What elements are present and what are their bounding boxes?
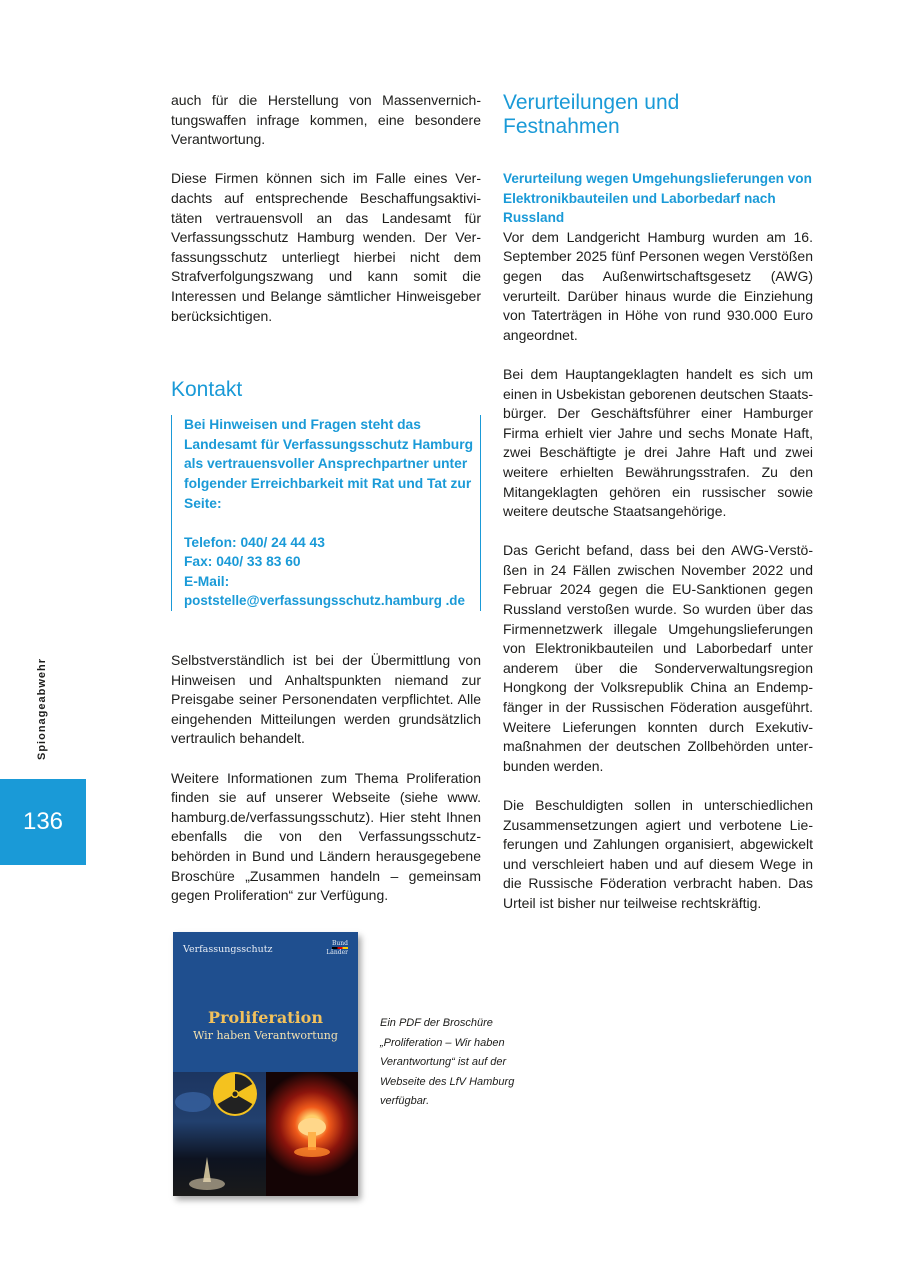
contact-box <box>171 415 481 611</box>
bund-laender-logo <box>326 940 348 956</box>
section-heading: Verurteilungen und Festnahmen <box>503 91 680 138</box>
page-number: 136 <box>0 779 86 865</box>
fax-line <box>184 552 480 572</box>
paragraph: Die Beschuldigten sollen in unterschiedlichen Zusammensetzungen agiert und verbotene Lieferungen und Zahlungen organisiert, abgewickelt und verschleiert haben und auf diesem Wege in die Russische Föderation verbracht haben. Das Urteil ist bisher nur teilweise rechtskräftig. <box>503 797 813 911</box>
globe-radiation-image <box>173 1072 266 1196</box>
paragraph: auch für die Herstellung von Massenvernichtungswaffen infrage kommen, eine besondere Verantwortung. <box>171 92 481 148</box>
fax-value: 040/ 33 83 60 <box>216 554 301 570</box>
laender-text: Länder <box>326 949 348 956</box>
article-subheading: Verurteilung wegen Umgehungslieferungen von Elektronikbauteilen und Laborbedarf nach Russland <box>503 171 812 226</box>
paragraph: Selbstverständlich ist bei der Übermittlung von Hinweisen und Anhaltspunkten niemand zur Preisgabe seiner Personendaten verpflichtet. Alle eingehenden Mitteilungen werden grundsätzlich vertraulich behandelt. <box>171 652 481 747</box>
email-link[interactable]: poststelle@verfassungsschutz.hamburg .de <box>184 593 465 609</box>
brochure-title: Proliferation <box>208 1008 323 1027</box>
left-column <box>171 91 481 906</box>
right-column <box>503 91 813 914</box>
phone-value[interactable]: 040/ 24 44 43 <box>240 534 325 550</box>
explosion-image <box>266 1072 358 1196</box>
image-caption: Ein PDF der Broschüre „Proliferation – Wir haben Verantwortung“ ist auf der Webseite des LfV Hamburg verfügbar. <box>380 1017 515 1108</box>
paragraph: Bei dem Hauptangeklagten handelt es sich um einen in Usbekistan geborenen deutschen Staatsbürger. Der Geschäftsführer einer Hamburger Firma erhielt vier Jahre und sechs Monate Haft, zwei Beschäftigte je drei Jahre Haft und zwei weitere erhielten Bewährungsstrafen. Zu den Mitangeklagten gehören ein russischer sowie weitere deutsche Staatsangehörige. <box>503 365 813 520</box>
bund-text: Bund <box>332 940 348 947</box>
fax-label: Fax: <box>184 554 213 570</box>
paragraph: Diese Firmen können sich im Falle eines Verdachts auf entsprechende Beschaffungsaktivitäten vertrauensvoll an das Landesamt für Verfassungsschutz Hamburg wenden. Der Verfassungsschutz unterliegt hierbei nicht dem Strafverfolgungszwang und kann somit die Interessen und Belange sämtlicher Hinweisgeber berücksichtigen. <box>171 170 481 324</box>
kontakt-heading: Kontakt <box>171 378 243 402</box>
brochure-brand: Verfassungsschutz <box>183 944 273 955</box>
paragraph: Vor dem Landgericht Hamburg wurden am 16. September 2025 fünf Personen wegen Verstößen gegen das Außenwirtschaftsgesetz (AWG) verurteilt. Darüber hinaus wurde die Einziehung von Taterträgen in Höhe von rund 930.000 Euro angeordnet. <box>503 228 813 343</box>
paragraph: Weitere Informationen zum Thema Proliferation finden sie auf unserer Webseite (siehe www. hamburg.de/verfassungsschutz). Hier steht Ihnen ebenfalls die von den Verfassungsschutzbehörden in Bund und Ländern herausgegebene Broschüre „Zusammen handeln – gemeinsam gegen Proliferation“ zur Verfügung. <box>171 769 481 904</box>
phone-label: Telefon: <box>184 534 237 550</box>
mushroom-cloud-icon <box>266 1072 358 1196</box>
paragraph: Das Gericht befand, dass bei den AWG-Verstößen in 24 Fällen zwischen November 2022 und Februar 2024 gegen die EU-Sanktionen gegen Russland verstoßen wurde. So wurden über das Firmennetzwerk illegale Umgehungslieferungen von Elektronikbauteilen und Laborbedarf unter anderem über die Sonderverwaltungsregion Hongkong der Volksrepublik China an Endempfänger in der Russischen Föderation ausgeführt. Weitere Lieferungen konnten durch Exekutivmaßnahmen der deutschen Zollbehörden unterbunden werden. <box>503 542 813 774</box>
brochure-cover-image[interactable] <box>173 932 358 1196</box>
phone-line <box>184 533 480 553</box>
radiation-icon <box>173 1072 266 1196</box>
email-label: E-Mail: <box>184 573 230 589</box>
brochure-subtitle: Wir haben Verantwortung <box>193 1029 338 1042</box>
contact-intro: Bei Hinweisen und Fragen steht das Landesamt für Verfassungsschutz Hamburg als vertrauensvoller Ansprechpartner unter folgender Erreichbarkeit mit Rat und Tat zur Seite: <box>184 417 474 511</box>
section-label: Spionageabwehr <box>36 657 48 760</box>
